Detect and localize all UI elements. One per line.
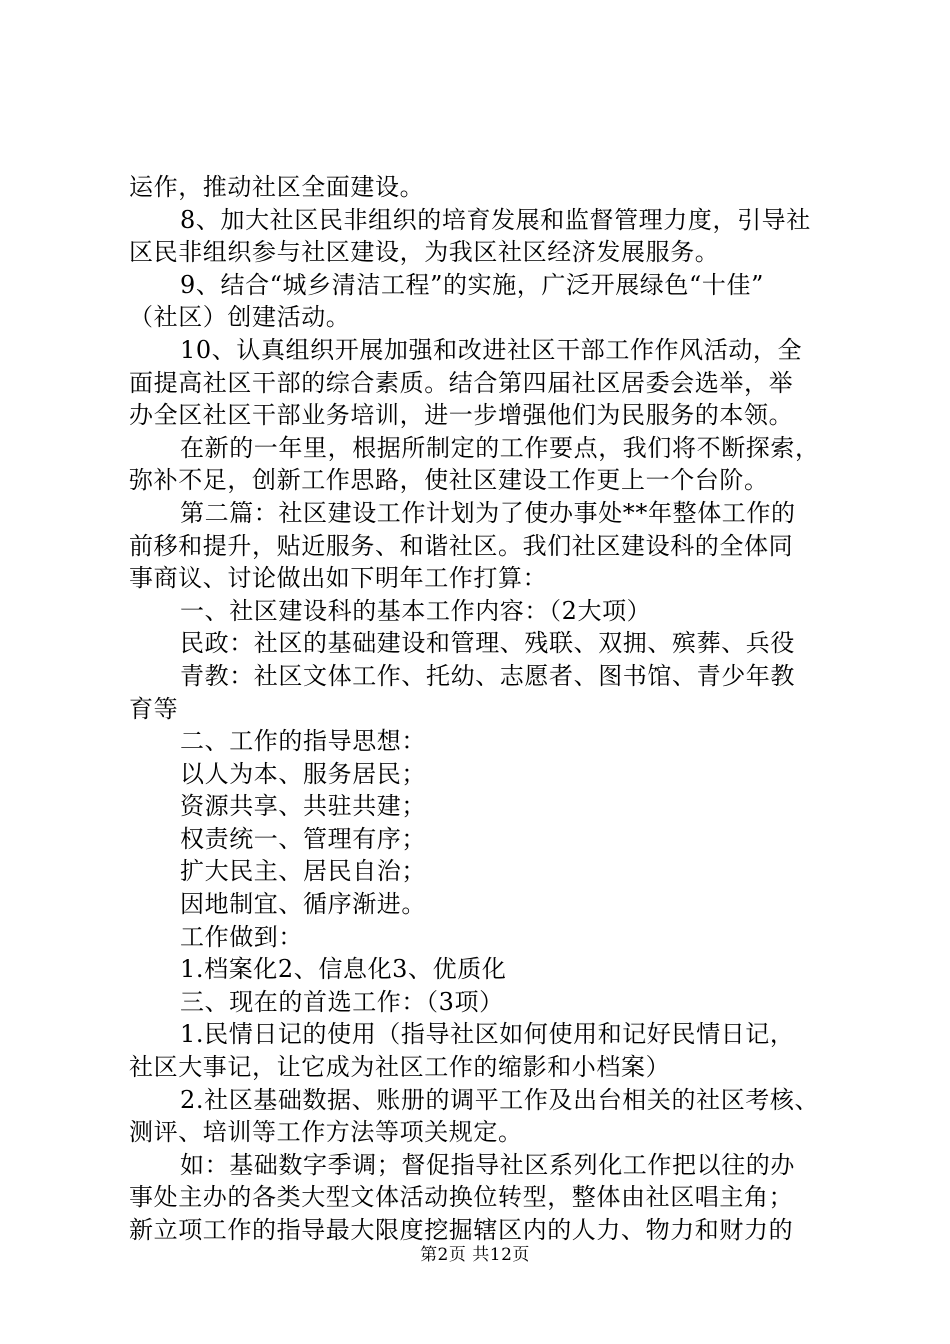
paragraph-line: 新立项工作的指导最大限度挖掘辖区内的人力、物力和财力的 [129, 1216, 794, 1244]
paragraph-line: 资源共享、共驻共建； [180, 792, 426, 821]
paragraph-line: 三、现在的首选工作：（3项） [180, 987, 504, 1016]
paragraph-line: 运作，推动社区全面建设。 [129, 173, 425, 201]
paragraph-line: 弥补不足，创新工作思路，使社区建设工作更上一个台阶。 [129, 466, 769, 495]
paragraph-line: 在新的一年里，根据所制定的工作要点，我们将不断探索， [180, 433, 820, 462]
paragraph-line: 10、认真组织开展加强和改进社区干部工作作风活动，全 [180, 335, 803, 364]
paragraph-line: 如：基础数字季调；督促指导社区系列化工作把以往的办 [180, 1150, 795, 1179]
paragraph-line: 8、加大社区民非组织的培育发展和监督管理力度，引导社 [180, 205, 811, 234]
paragraph-line: 以人为本、服务居民； [180, 759, 426, 788]
paragraph-line: 扩大民主、居民自治； [180, 857, 426, 886]
paragraph-line: 青教：社区文体工作、托幼、志愿者、图书馆、青少年教 [180, 661, 795, 690]
paragraph-line: 前移和提升，贴近服务、和谐社区。我们社区建设科的全体同 [129, 531, 794, 560]
paragraph-line: 民政：社区的基础建设和管理、残联、双拥、殡葬、兵役 [180, 629, 795, 658]
paragraph-line: （社区）创建活动。 [129, 303, 351, 332]
page-footer: 第2页 共12页 [420, 1245, 530, 1265]
paragraph-line: 社区大事记，让它成为社区工作的缩影和小档案） [129, 1053, 671, 1082]
paragraph-line: 1.档案化2、信息化3、优质化 [180, 955, 507, 984]
paragraph-line: 1.民情日记的使用（指导社区如何使用和记好民情日记， [180, 1020, 795, 1049]
paragraph-line: 第二篇：社区建设工作计划为了使办事处**年整体工作的 [180, 498, 796, 527]
paragraph-line: 区民非组织参与社区建设，为我区社区经济发展服务。 [129, 238, 720, 267]
paragraph-line: 因地制宜、循序渐进。 [180, 890, 426, 919]
paragraph-line: 面提高社区干部的综合素质。结合第四届社区居委会选举，举 [129, 368, 794, 397]
paragraph-line: 育等 [129, 694, 179, 723]
document-body [0, 171, 950, 1247]
paragraph-line: 二、工作的指导思想： [180, 727, 426, 756]
paragraph-line: 一、社区建设科的基本工作内容：（2大项） [180, 596, 652, 625]
paragraph-line: 9、结合“城乡清洁工程”的实施，广泛开展绿色“十佳” [180, 270, 764, 299]
paragraph-line: 事处主办的各类大型文体活动换位转型，整体由社区唱主角； [129, 1183, 794, 1212]
paragraph-line: 工作做到： [180, 922, 303, 951]
paragraph-line: 测评、培训等工作方法等项关规定。 [129, 1118, 523, 1147]
paragraph-line: 权责统一、管理有序； [180, 824, 426, 853]
paragraph-line: 事商议、讨论做出如下明年工作打算： [129, 564, 548, 593]
paragraph-line: 办全区社区干部业务培训，进一步增强他们为民服务的本领。 [129, 401, 794, 430]
paragraph-line: 2.社区基础数据、账册的调平工作及出台相关的社区考核、 [180, 1085, 820, 1114]
